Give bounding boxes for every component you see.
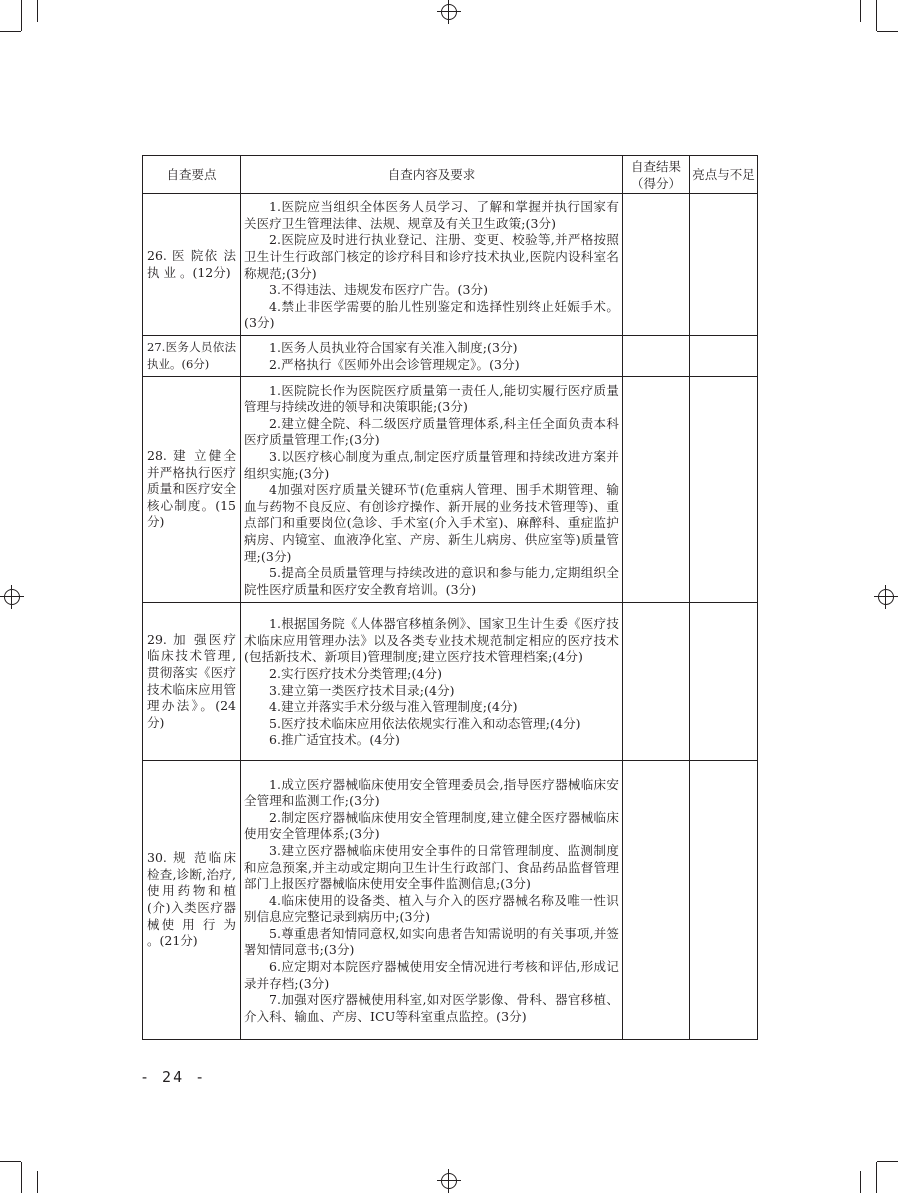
- remarks-cell: [690, 377, 758, 603]
- crop-mark: [0, 1161, 21, 1162]
- requirement-item: 5.医疗技术临床应用依法依规实行准入和动态管理;(4分): [269, 715, 581, 731]
- registration-mark-left: [0, 585, 24, 609]
- header-result: 自查结果（得分）: [623, 156, 690, 194]
- requirement-item: 1.成立医疗器械临床使用安全管理委员会,指导医疗器械临床安全管理和监测工作;(3分): [244, 776, 619, 809]
- requirement-item: 3.建立第一类医疗技术目录;(4分): [269, 682, 455, 698]
- requirement-item: 4.建立并落实手术分级与准入管理制度;(4分): [269, 699, 518, 715]
- inspection-point: 29. 加 强医疗临床技术管理,贯彻落实《医疗技术临床应用管理办法》。(24分): [143, 603, 241, 761]
- requirement-item: 2.实行医疗技术分类管理;(4分): [269, 665, 443, 681]
- table-row: [143, 194, 758, 336]
- requirement-item: 3.不得违法、违规发布医疗广告。(3分): [269, 282, 489, 298]
- crop-mark: [0, 31, 21, 32]
- inspection-requirements: [241, 603, 623, 761]
- page-number: - 24 -: [140, 1068, 207, 1086]
- requirement-item: 2.严格执行《医师外出会诊管理规定》。(3分): [269, 357, 520, 372]
- requirement-item: 1.医务人员执业符合国家有关准入制度;(3分): [269, 340, 518, 356]
- inspection-requirements: [241, 336, 623, 377]
- requirement-item: 3.建立医疗器械临床使用安全事件的日常管理制度、监测制度和应急预案,并主动或定期向卫生计生行政部门、食品药品监督管理部门上报医疗器械临床使用安全事件监测信息;(3分): [244, 842, 619, 892]
- result-cell: [623, 377, 690, 603]
- requirement-item: 4加强对医疗质量关键环节(危重病人管理、围手术期管理、输血与药物不良反应、有创诊疗操作、新开展的业务技术管理等)、重点部门和重要岗位(急诊、手术室(介入手术室)、麻醉科、重症监护病房、内镜室、血液净化室、产房、新生儿病房、供应室等)质量管理;(3分): [244, 482, 619, 564]
- requirement-item: 5.提高全员质量管理与持续改进的意识和参与能力,定期组织全院性医疗质量和医疗安全教育培训。(3分): [244, 565, 619, 597]
- table-row: [143, 761, 758, 1040]
- crop-mark: [876, 0, 877, 31]
- inspection-point: 26. 医 院依 法 执 业 。(12分): [143, 194, 241, 336]
- header-remarks: 亮点与不足: [690, 156, 758, 194]
- inspection-point: 27.医务人员依法执业。(6分): [143, 336, 241, 377]
- crop-mark: [860, 0, 861, 22]
- requirement-item: 6.应定期对本院医疗器械使用安全情况进行考核和评估,形成记录并存档;(3分): [244, 959, 619, 991]
- requirement-item: 5.尊重患者知情同意权,如实向患者告知需说明的有关事项,并签署知情同意书;(3分): [244, 925, 619, 958]
- requirement-item: 1.根据国务院《人体器官移植条例》、国家卫生计生委《医疗技术临床应用管理办法》以及各类专业技术规范制定相应的医疗技术(包括新技术、新项目)管理制度;建立医疗技术管理档案;(4分): [244, 616, 619, 665]
- crop-mark: [860, 1171, 861, 1193]
- requirement-item: 1.医院院长作为医院医疗质量第一责任人,能切实履行医疗质量管理与持续改进的领导和决策职能;(3分): [244, 382, 619, 415]
- inspection-requirements: [241, 761, 623, 1040]
- header-point: 自查要点: [143, 156, 241, 194]
- inspection-point: 28. 建 立健全并严格执行医疗质量和医疗安全核心制度。(15分): [143, 377, 241, 603]
- table-row: [143, 336, 758, 377]
- crop-mark: [37, 0, 38, 22]
- registration-mark-right: [874, 585, 898, 609]
- result-cell: [623, 194, 690, 336]
- remarks-cell: [690, 761, 758, 1040]
- crop-mark: [877, 31, 898, 32]
- crop-mark: [877, 1161, 898, 1162]
- requirement-item: 2.建立健全院、科二级医疗质量管理体系,科主任全面负责本科医疗质量管理工作;(3分): [244, 415, 619, 448]
- requirement-item: 2.医院应及时进行执业登记、注册、变更、校验等,并严格按照卫生计生行政部门核定的诊疗科目和诊疗技术执业,医院内设科室名称规范;(3分): [244, 232, 619, 281]
- crop-mark: [21, 0, 22, 31]
- table-row: [143, 377, 758, 603]
- inspection-requirements: [241, 194, 623, 336]
- result-cell: [623, 603, 690, 761]
- table-header-row: [143, 156, 758, 194]
- requirement-item: 4.禁止非医学需要的胎儿性别鉴定和选择性别终止妊娠手术。(3分): [244, 298, 619, 331]
- requirement-item: 3.以医疗核心制度为重点,制定医疗质量管理和持续改进方案并组织实施;(3分): [244, 449, 619, 481]
- requirement-item: 4.临床使用的设备类、植入与介入的医疗器械名称及唯一性识别信息应完整记录到病历中;(3分): [244, 892, 619, 925]
- table-row: [143, 603, 758, 761]
- crop-mark: [876, 1162, 877, 1193]
- self-inspection-table: [142, 155, 758, 1040]
- inspection-requirements: [241, 377, 623, 603]
- crop-mark: [21, 1162, 22, 1193]
- remarks-cell: [690, 194, 758, 336]
- requirement-item: 7.加强对医疗器械使用科室,如对医学影像、骨科、器官移植、介入科、输血、产房、ICU等科室重点监控。(3分): [244, 992, 619, 1024]
- inspection-point: 30. 规 范临床检查,诊断,治疗,使用药物和植(介)入类医疗器械使 用 行 为 。(21分): [143, 761, 241, 1040]
- registration-mark-bottom: [437, 1169, 461, 1193]
- remarks-cell: [690, 336, 758, 377]
- header-content: 自查内容及要求: [241, 156, 623, 194]
- result-cell: [623, 336, 690, 377]
- registration-mark-top: [437, 0, 461, 24]
- result-cell: [623, 761, 690, 1040]
- requirement-item: 6.推广适宜技术。(4分): [269, 732, 400, 748]
- remarks-cell: [690, 603, 758, 761]
- requirement-item: 2.制定医疗器械临床使用安全管理制度,建立健全医疗器械临床使用安全管理体系;(3分): [244, 809, 619, 842]
- crop-mark: [37, 1171, 38, 1193]
- requirement-item: 1.医院应当组织全体医务人员学习、了解和掌握并执行国家有关医疗卫生管理法律、法规、规章及有关卫生政策;(3分): [244, 199, 619, 231]
